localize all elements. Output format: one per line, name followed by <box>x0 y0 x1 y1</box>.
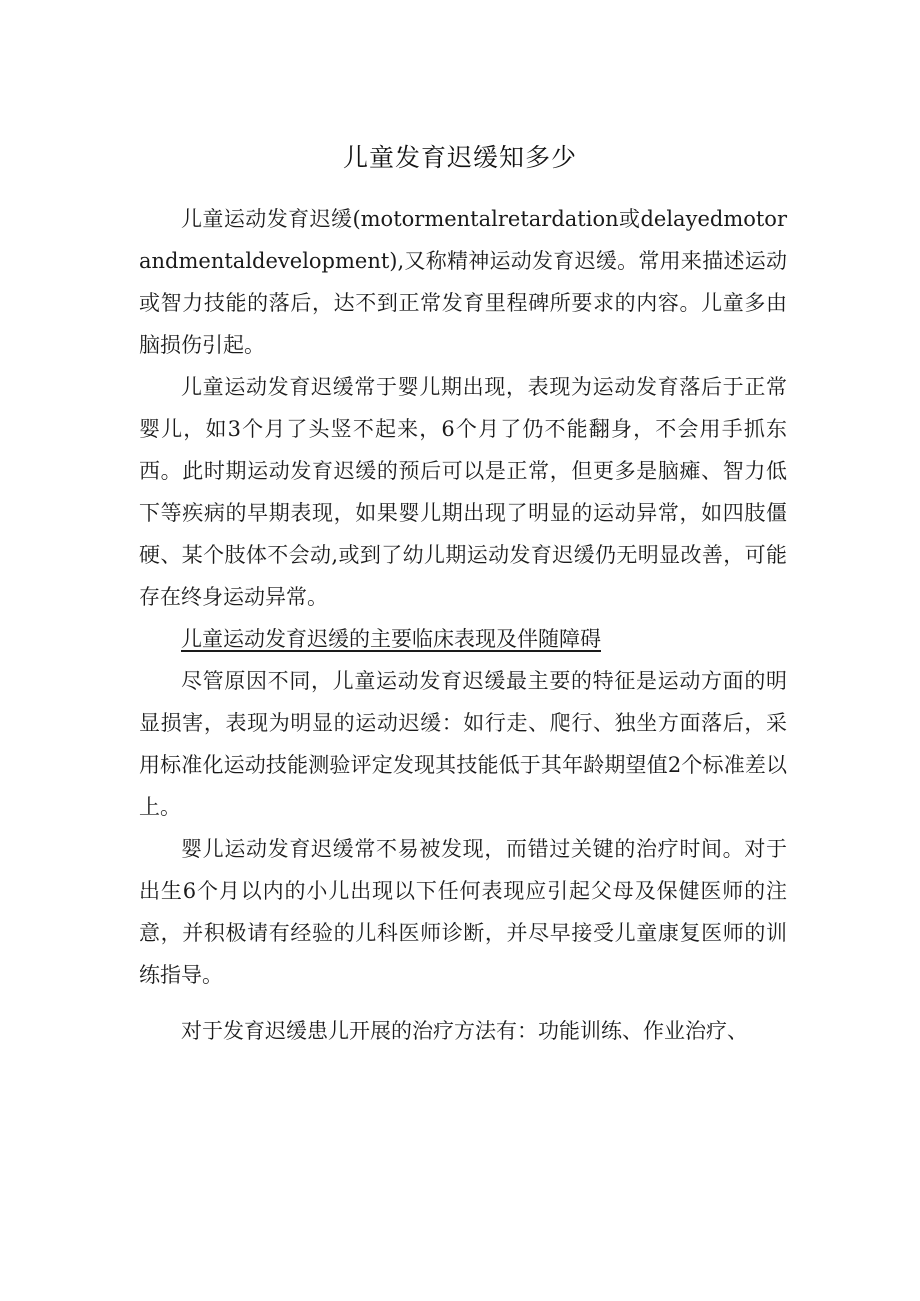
subheading-text: 儿童运动发育迟缓的主要临床表现及伴随障碍 <box>181 627 601 651</box>
section-subheading <box>139 618 787 660</box>
paragraph-definition: 儿童运动发育迟缓(motormentalretardation或delayedmotorandmentaldevelopment),又称精神运动发育迟缓。常用来描述运动或智力技能的落后，达不到正常发育里程碑所要求的内容。儿童多由脑损伤引起。 <box>139 207 787 357</box>
paragraph-main-features: 尽管原因不同，儿童运动发育迟缓最主要的特征是运动方面的明显损害，表现为明显的运动迟缓：如行走、爬行、独坐方面落后，采用标准化运动技能测验评定发现其技能低于其年龄期望值2个标准差以上。 <box>139 669 787 819</box>
document-body <box>139 198 787 1052</box>
paragraph-infancy-onset: 儿童运动发育迟缓常于婴儿期出现，表现为运动发育落后于正常婴儿，如3个月了头竖不起来，6个月了仍不能翻身，不会用手抓东西。此时期运动发育迟缓的预后可以是正常，但更多是脑瘫、智力低下等疾病的早期表现，如果婴儿期出现了明显的运动异常，如四肢僵硬、某个肢体不会动,或到了幼儿期运动发育迟缓仍无明显改善，可能存在终身运动异常。 <box>139 375 787 609</box>
paragraph-early-detection: 婴儿运动发育迟缓常不易被发现，而错过关键的治疗时间。对于出生6个月以内的小儿出现以下任何表现应引起父母及保健医师的注意，并积极请有经验的儿科医师诊断，并尽早接受儿童康复医师的训练指导。 <box>139 837 787 987</box>
document-title: 儿童发育迟缓知多少 <box>342 143 577 172</box>
paragraph-spacer <box>139 996 787 1010</box>
paragraph-treatment: 对于发育迟缓患儿开展的治疗方法有：功能训练、作业治疗、 <box>181 1019 748 1043</box>
